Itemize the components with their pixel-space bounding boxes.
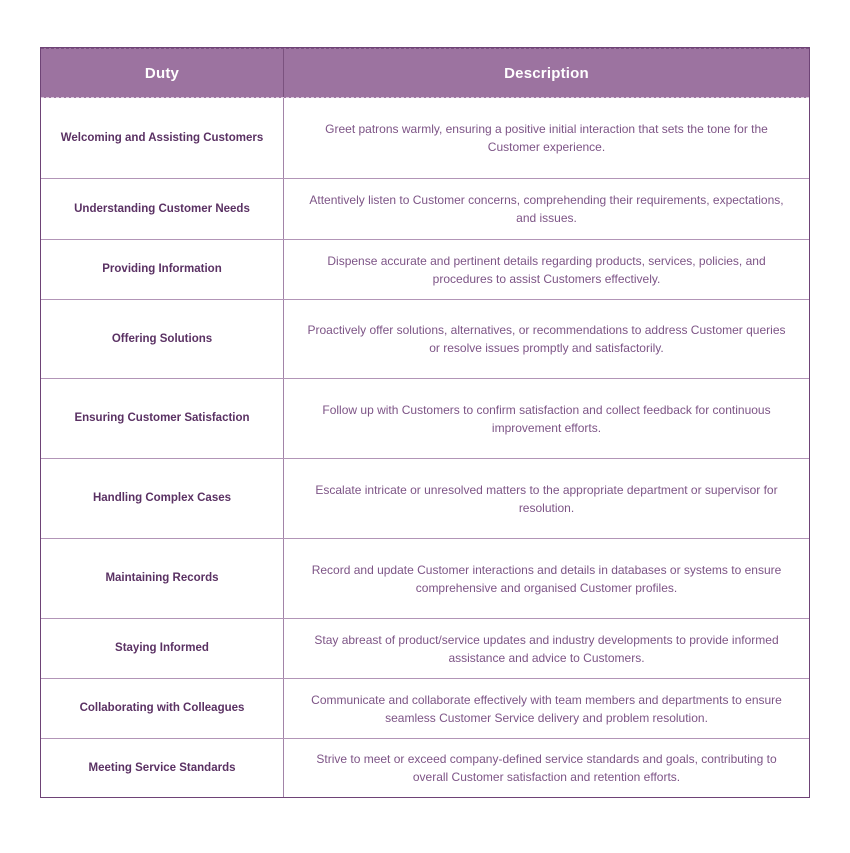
column-header-duty: Duty bbox=[41, 49, 284, 97]
table-row bbox=[41, 538, 809, 618]
table-row bbox=[41, 678, 809, 738]
duty-cell: Meeting Service Standards bbox=[41, 739, 284, 797]
table-row bbox=[41, 178, 809, 239]
description-cell: Follow up with Customers to confirm satisfaction and collect feedback for continuous improvement efforts. bbox=[322, 402, 771, 435]
table-row bbox=[41, 239, 809, 299]
table-header-row bbox=[41, 48, 809, 98]
duty-cell: Maintaining Records bbox=[41, 539, 284, 618]
duty-cell: Handling Complex Cases bbox=[41, 459, 284, 538]
duty-cell: Welcoming and Assisting Customers bbox=[41, 98, 284, 178]
description-cell: Attentively listen to Customer concerns, comprehending their requirements, expectations, and issues. bbox=[309, 193, 784, 225]
description-cell: Proactively offer solutions, alternatives, or recommendations to address Customer queries or resolve issues promptly and satisfactorily. bbox=[307, 323, 786, 355]
description-cell: Strive to meet or exceed company-defined service standards and goals, contributing to overall Customer satisfaction and retention efforts. bbox=[316, 752, 777, 784]
duty-cell: Providing Information bbox=[41, 240, 284, 299]
duty-cell: Offering Solutions bbox=[41, 300, 284, 378]
table-row bbox=[41, 98, 809, 178]
duty-cell: Ensuring Customer Satisfaction bbox=[41, 379, 284, 458]
duty-cell: Understanding Customer Needs bbox=[41, 179, 284, 239]
table-row bbox=[41, 378, 809, 458]
duty-cell: Collaborating with Colleagues bbox=[41, 679, 284, 738]
description-cell: Greet patrons warmly, ensuring a positive initial interaction that sets the tone for the Customer experience. bbox=[325, 122, 768, 154]
table-row bbox=[41, 618, 809, 678]
description-cell: Communicate and collaborate effectively with team members and departments to ensure seamless Customer Service delivery and problem resolution. bbox=[311, 692, 782, 725]
duties-table bbox=[40, 47, 810, 798]
table-row bbox=[41, 738, 809, 797]
table-row bbox=[41, 458, 809, 538]
column-header-description: Description bbox=[504, 64, 589, 82]
duty-cell: Staying Informed bbox=[41, 619, 284, 678]
description-cell: Record and update Customer interactions and details in databases or systems to ensure comprehensive and organised Customer profiles. bbox=[311, 562, 782, 595]
description-cell: Stay abreast of product/service updates and industry developments to provide informed assistance and advice to Customers. bbox=[314, 632, 779, 665]
description-cell: Escalate intricate or unresolved matters to the appropriate department or supervisor for resolution. bbox=[315, 482, 778, 515]
description-cell: Dispense accurate and pertinent details regarding products, services, policies, and procedures to assist Customers effectively. bbox=[327, 253, 766, 286]
table-body bbox=[41, 98, 809, 797]
table-row bbox=[41, 299, 809, 378]
